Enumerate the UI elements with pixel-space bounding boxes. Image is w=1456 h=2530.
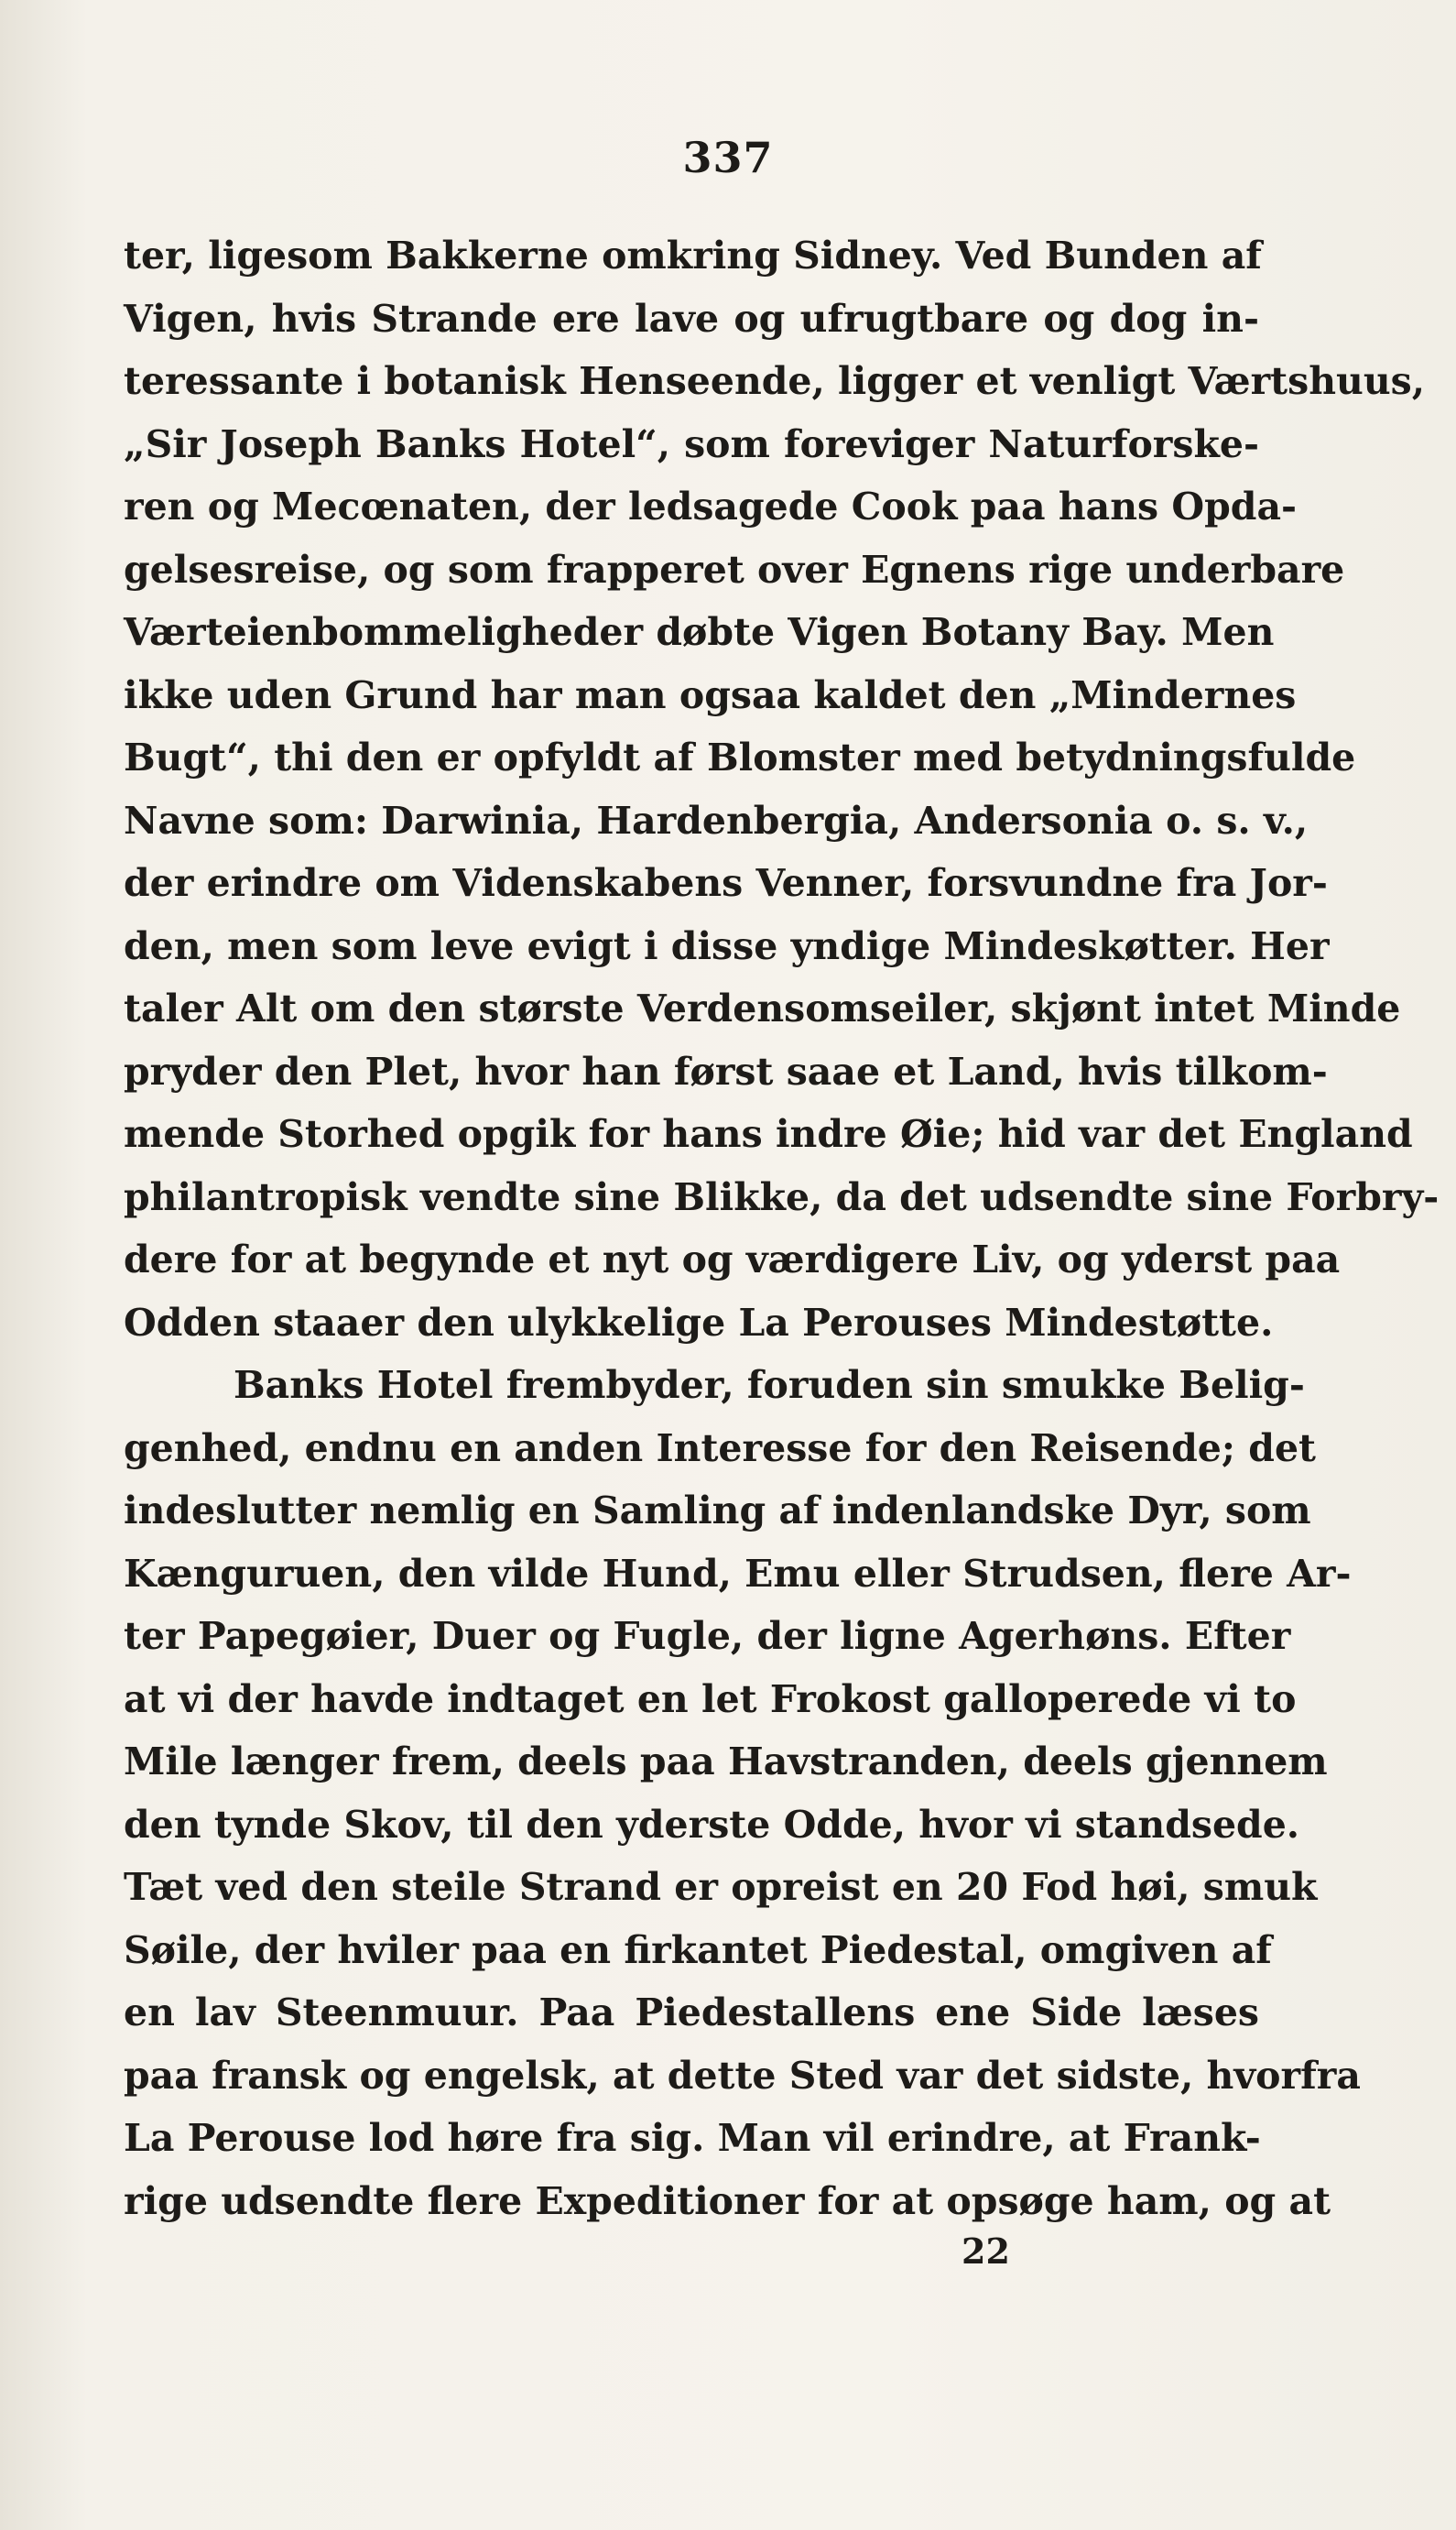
text-line: ikke uden Grund har man ogsaa kaldet den „Mindernes: [124, 672, 1297, 717]
text-line: at vi der havde indtaget en let Frokost galloperede vi to: [124, 1676, 1297, 1721]
text-line: genhed, endnu en anden Interesse for den Reisende; det: [124, 1425, 1316, 1470]
text-line: der erindre om Videnskabens Venner, forsvundne fra Jor-: [124, 861, 1328, 905]
signature-mark: 22: [962, 2230, 1010, 2272]
text-line: rige udsendte flere Expeditioner for at opsøge ham, og at: [124, 2178, 1331, 2223]
text-line: Søile, der hviler paa en firkantet Piedestal, omgiven af: [124, 1927, 1272, 1972]
text-line: dere for at begynde et nyt og værdigere Liv, og yderst paa: [124, 1238, 1341, 1281]
text-line: Kænguruen, den vilde Hund, Emu eller Strudsen, flere Ar-: [124, 1551, 1352, 1596]
text-line: Mile længer frem, deels paa Havstranden, deels gjennem: [124, 1739, 1328, 1783]
text-line: Bugt“, thi den er opfyldt af Blomster med betydningsfulde: [124, 736, 1356, 780]
page-number: 337: [682, 133, 774, 182]
text-line: en lav Steenmuur. Paa Piedestallens ene Side læses: [124, 1990, 1259, 2034]
text-line: ter, ligesom Bakkerne omkring Sidney. Ved Bunden af: [124, 234, 1262, 278]
text-line: ren og Mecœnaten, der ledsagede Cook paa hans Opda-: [124, 485, 1298, 529]
text-line: paa fransk og engelsk, at dette Sted var det sidste, hvorfra: [124, 2053, 1361, 2098]
paragraph-end-line: Odden staaer den ulykkelige La Perouses Mindestøtte.: [124, 1300, 1274, 1345]
text-line: La Perouse lod høre fra sig. Man vil erindre, at Frank-: [124, 2116, 1261, 2160]
text-line: teressante i botanisk Henseende, ligger et venligt Værtshuus,: [124, 359, 1425, 403]
text-line: philantropisk vendte sine Blikke, da det udsendte sine Forbry-: [124, 1174, 1440, 1219]
paragraph-start-line: Banks Hotel frembyder, foruden sin smukke Belig-: [234, 1363, 1305, 1407]
text-line: den, men som leve evigt i disse yndige Mindeskøtter. Her: [124, 923, 1330, 968]
text-line: gelsesreise, og som frapperet over Egnens rige underbare: [124, 547, 1345, 592]
text-line: „Sir Joseph Banks Hotel“, som foreviger Naturforske-: [124, 421, 1259, 466]
text-line: pryder den Plet, hvor han først saae et Land, hvis tilkom-: [124, 1049, 1328, 1094]
body-text: [124, 224, 1440, 2232]
text-line: ter Papegøier, Duer og Fugle, der ligne Agerhøns. Efter: [124, 1614, 1291, 1658]
text-line: Navne som: Darwinia, Hardenbergia, Andersonia o. s. v.,: [124, 798, 1309, 843]
text-line: Vigen, hvis Strande ere lave og ufrugtbare og dog in-: [124, 296, 1259, 341]
text-line: Værteienbommeligheder døbte Vigen Botany Bay. Men: [124, 610, 1275, 654]
text-line: den tynde Skov, til den yderste Odde, hvor vi standsede.: [124, 1802, 1300, 1847]
text-line: taler Alt om den største Verdensomseiler, skjønt intet Minde: [124, 987, 1401, 1031]
text-line: Tæt ved den steile Strand er opreist en 20 Fod høi, smuk: [124, 1865, 1318, 1909]
text-line: mende Storhed opgik for hans indre Øie; hid var det England: [124, 1112, 1413, 1156]
text-line: indeslutter nemlig en Samling af indenlandske Dyr, som: [124, 1489, 1311, 1532]
